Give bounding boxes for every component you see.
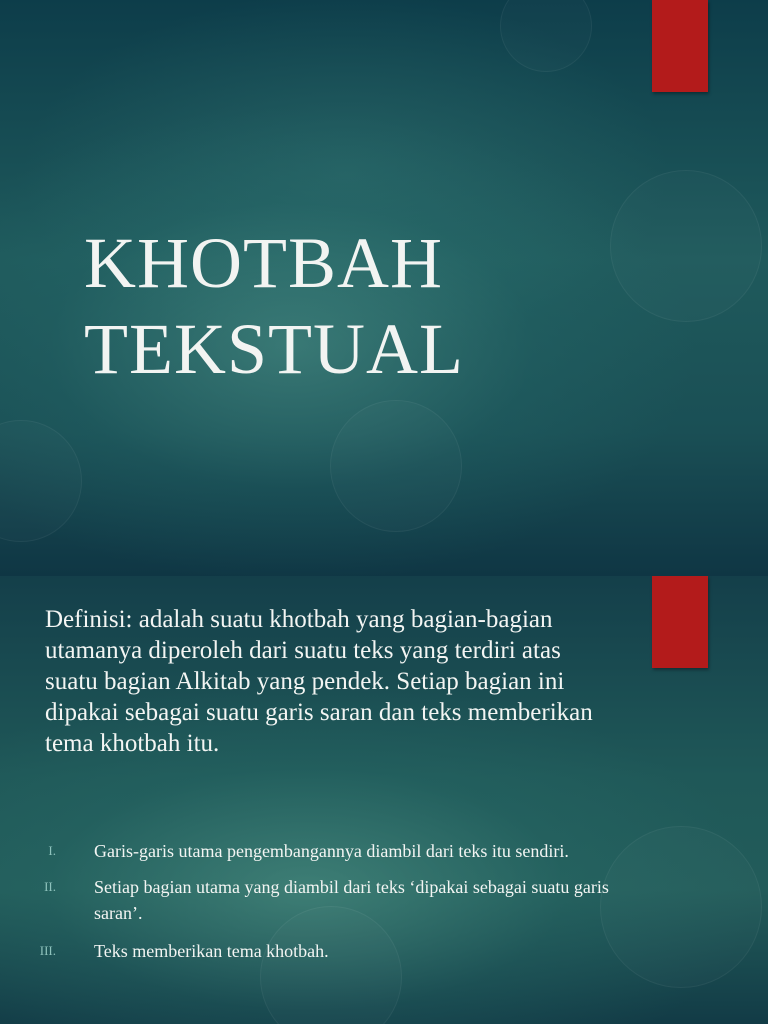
definition-paragraph (45, 604, 715, 759)
decorative-circle (500, 0, 592, 72)
definition-line: utamanya diperoleh dari suatu teks yang terdiri atas (45, 637, 561, 664)
definition-line: Definisi: adalah suatu khotbah yang bagian-bagian (45, 606, 553, 633)
outline-text (94, 838, 724, 864)
accent-tab (652, 576, 708, 668)
definition-line: suatu bagian Alkitab yang pendek. Setiap bagian ini (45, 668, 565, 695)
outline-text-line: Teks memberikan tema khotbah. (94, 941, 329, 961)
decorative-circle (330, 400, 462, 532)
decorative-circle (0, 420, 82, 542)
slide-definition (0, 576, 768, 1024)
outline-numeral: I. (48, 843, 56, 858)
outline-text-line: Garis-garis utama pengembangannya diambil dari teks itu sendiri. (94, 841, 569, 861)
outline-text-line: saran’. (94, 903, 143, 923)
decorative-circle (610, 170, 762, 322)
outline-numeral: III. (39, 943, 56, 958)
definition-line: tema khotbah itu. (45, 730, 220, 757)
outline-numeral: II. (44, 879, 56, 894)
definition-line: dipakai sebagai suatu garis saran dan teks memberikan (45, 699, 593, 726)
slide-title-line: TEKSTUAL (84, 309, 464, 389)
outline-text-line: Setiap bagian utama yang diambil dari teks ‘dipakai sebagai suatu garis (94, 877, 609, 897)
accent-tab (652, 0, 708, 92)
outline-text (94, 938, 724, 964)
outline-text (94, 874, 724, 926)
slide-title-line: KHOTBAH (84, 223, 443, 303)
